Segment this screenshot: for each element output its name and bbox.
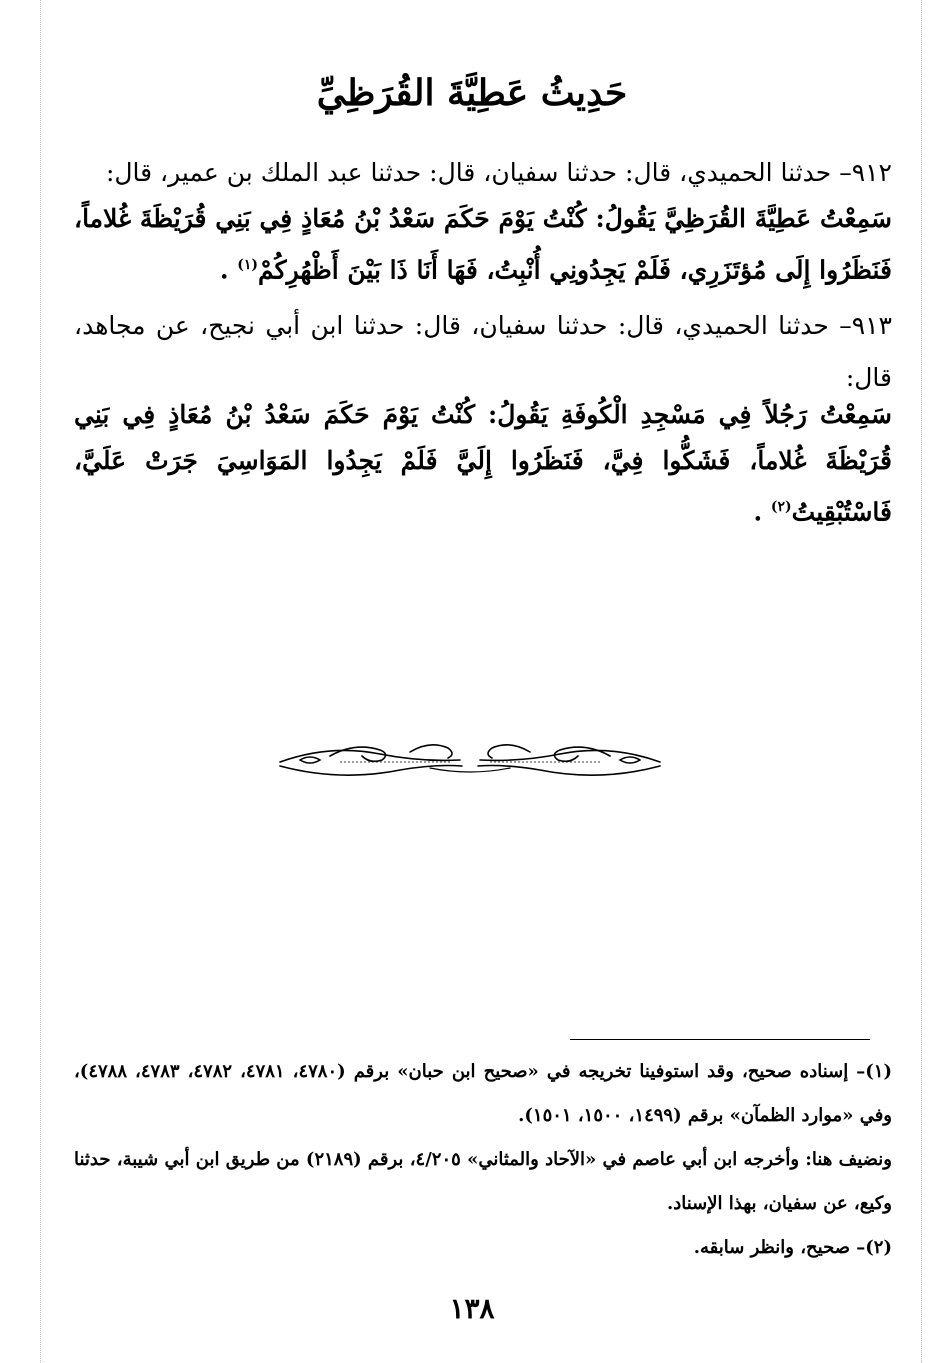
- hadith-913-isnad: [74, 300, 892, 404]
- hadith-913-matn-paragraph: [74, 392, 892, 535]
- footnote-1: (١)– إسناده صحيح، وقد استوفينا تخريجه في «صحيح ابن حبان» برقم (٤٧٨٠، ٤٧٨١، ٤٧٨٢، ٤٧٨٣، ٤٧٨٨)، وفي «موارد الظمآن» برقم (١٤٩٩، ١٥٠٠، ١٥٠١).: [74, 1061, 892, 1126]
- footnote-separator: [570, 1039, 870, 1040]
- hadith-912-matn: [74, 196, 892, 293]
- footnote-1-continued: ونضيف هنا: وأخرجه ابن أبي عاصم في «الآحاد والمثاني» ٤/٢٠٥، برقم (٢١٨٩) من طريق ابن أبي شيبة، حدثنا وكيع، عن سفيان، بهذا الإسناد.: [74, 1149, 892, 1214]
- hadith-912-isnad-text: ٩١٢– حدثنا الحميدي، قال: حدثنا سفيان، قال: حدثنا عبد الملك بن عمير، قال:: [105, 158, 892, 187]
- hadith-913-isnad-text: ٩١٣– حدثنا الحميدي، قال: حدثنا سفيان، قال: حدثنا ابن أبي نجيح، عن مجاهد، قال:: [74, 311, 892, 392]
- hadith-912-isnad: [74, 150, 892, 196]
- hadith-912-matn-paragraph: [74, 196, 892, 293]
- hadith-913-matn-text: سَمِعْتُ رَجُلاً فِي مَسْجِدِ الْكُوفَةِ يَقُولُ: كُنْتُ يَوْمَ حَكَمَ سَعْدُ بْنُ مُعَاذٍ فِي بَنِي قُرَيْظَةَ غُلاماً، فَشَكُّوا فِيَّ، فَنَظَرُوا إِلَيَّ فَلَمْ يَجِدُوا المَوَاسِيَ جَرَتْ عَلَيَّ، فَاسْتُبْقِيتُ: [74, 400, 892, 527]
- footnotes: [74, 1050, 892, 1270]
- ornament-divider: [270, 724, 670, 794]
- hadith-912-matn-text: سَمِعْتُ عَطِيَّةَ القُرَظِيَّ يَقُولُ: كُنْتُ يَوْمَ حَكَمَ سَعْدُ بْنُ مُعَاذٍ فِي بَنِي قُرَيْظَةَ غُلاماً، فَنَظَرُوا إِلَى مُؤتَزَرِي، فَلَمْ يَجِدُونِي أُنْبِتُ، فَهَا أَنَا ذَا بَيْنَ أَظْهُرِكُمْ: [74, 204, 892, 285]
- hadith-912-end: .: [219, 255, 238, 285]
- scan-edge-left: [40, 0, 41, 1363]
- footnote-mark-2: (٢): [770, 499, 792, 515]
- footnote-2: (٢)– صحيح، وانظر سابقه.: [693, 1237, 892, 1258]
- page-number: ١٣٨: [449, 1292, 495, 1325]
- scan-edge-right: [921, 0, 922, 1363]
- chapter-title: حَدِيثُ عَطِيَّةَ القُرَظِيِّ: [316, 72, 628, 114]
- footnote-mark-1: (١): [237, 257, 259, 273]
- hadith-913-matn: [74, 392, 892, 535]
- hadith-913-end: .: [753, 497, 771, 527]
